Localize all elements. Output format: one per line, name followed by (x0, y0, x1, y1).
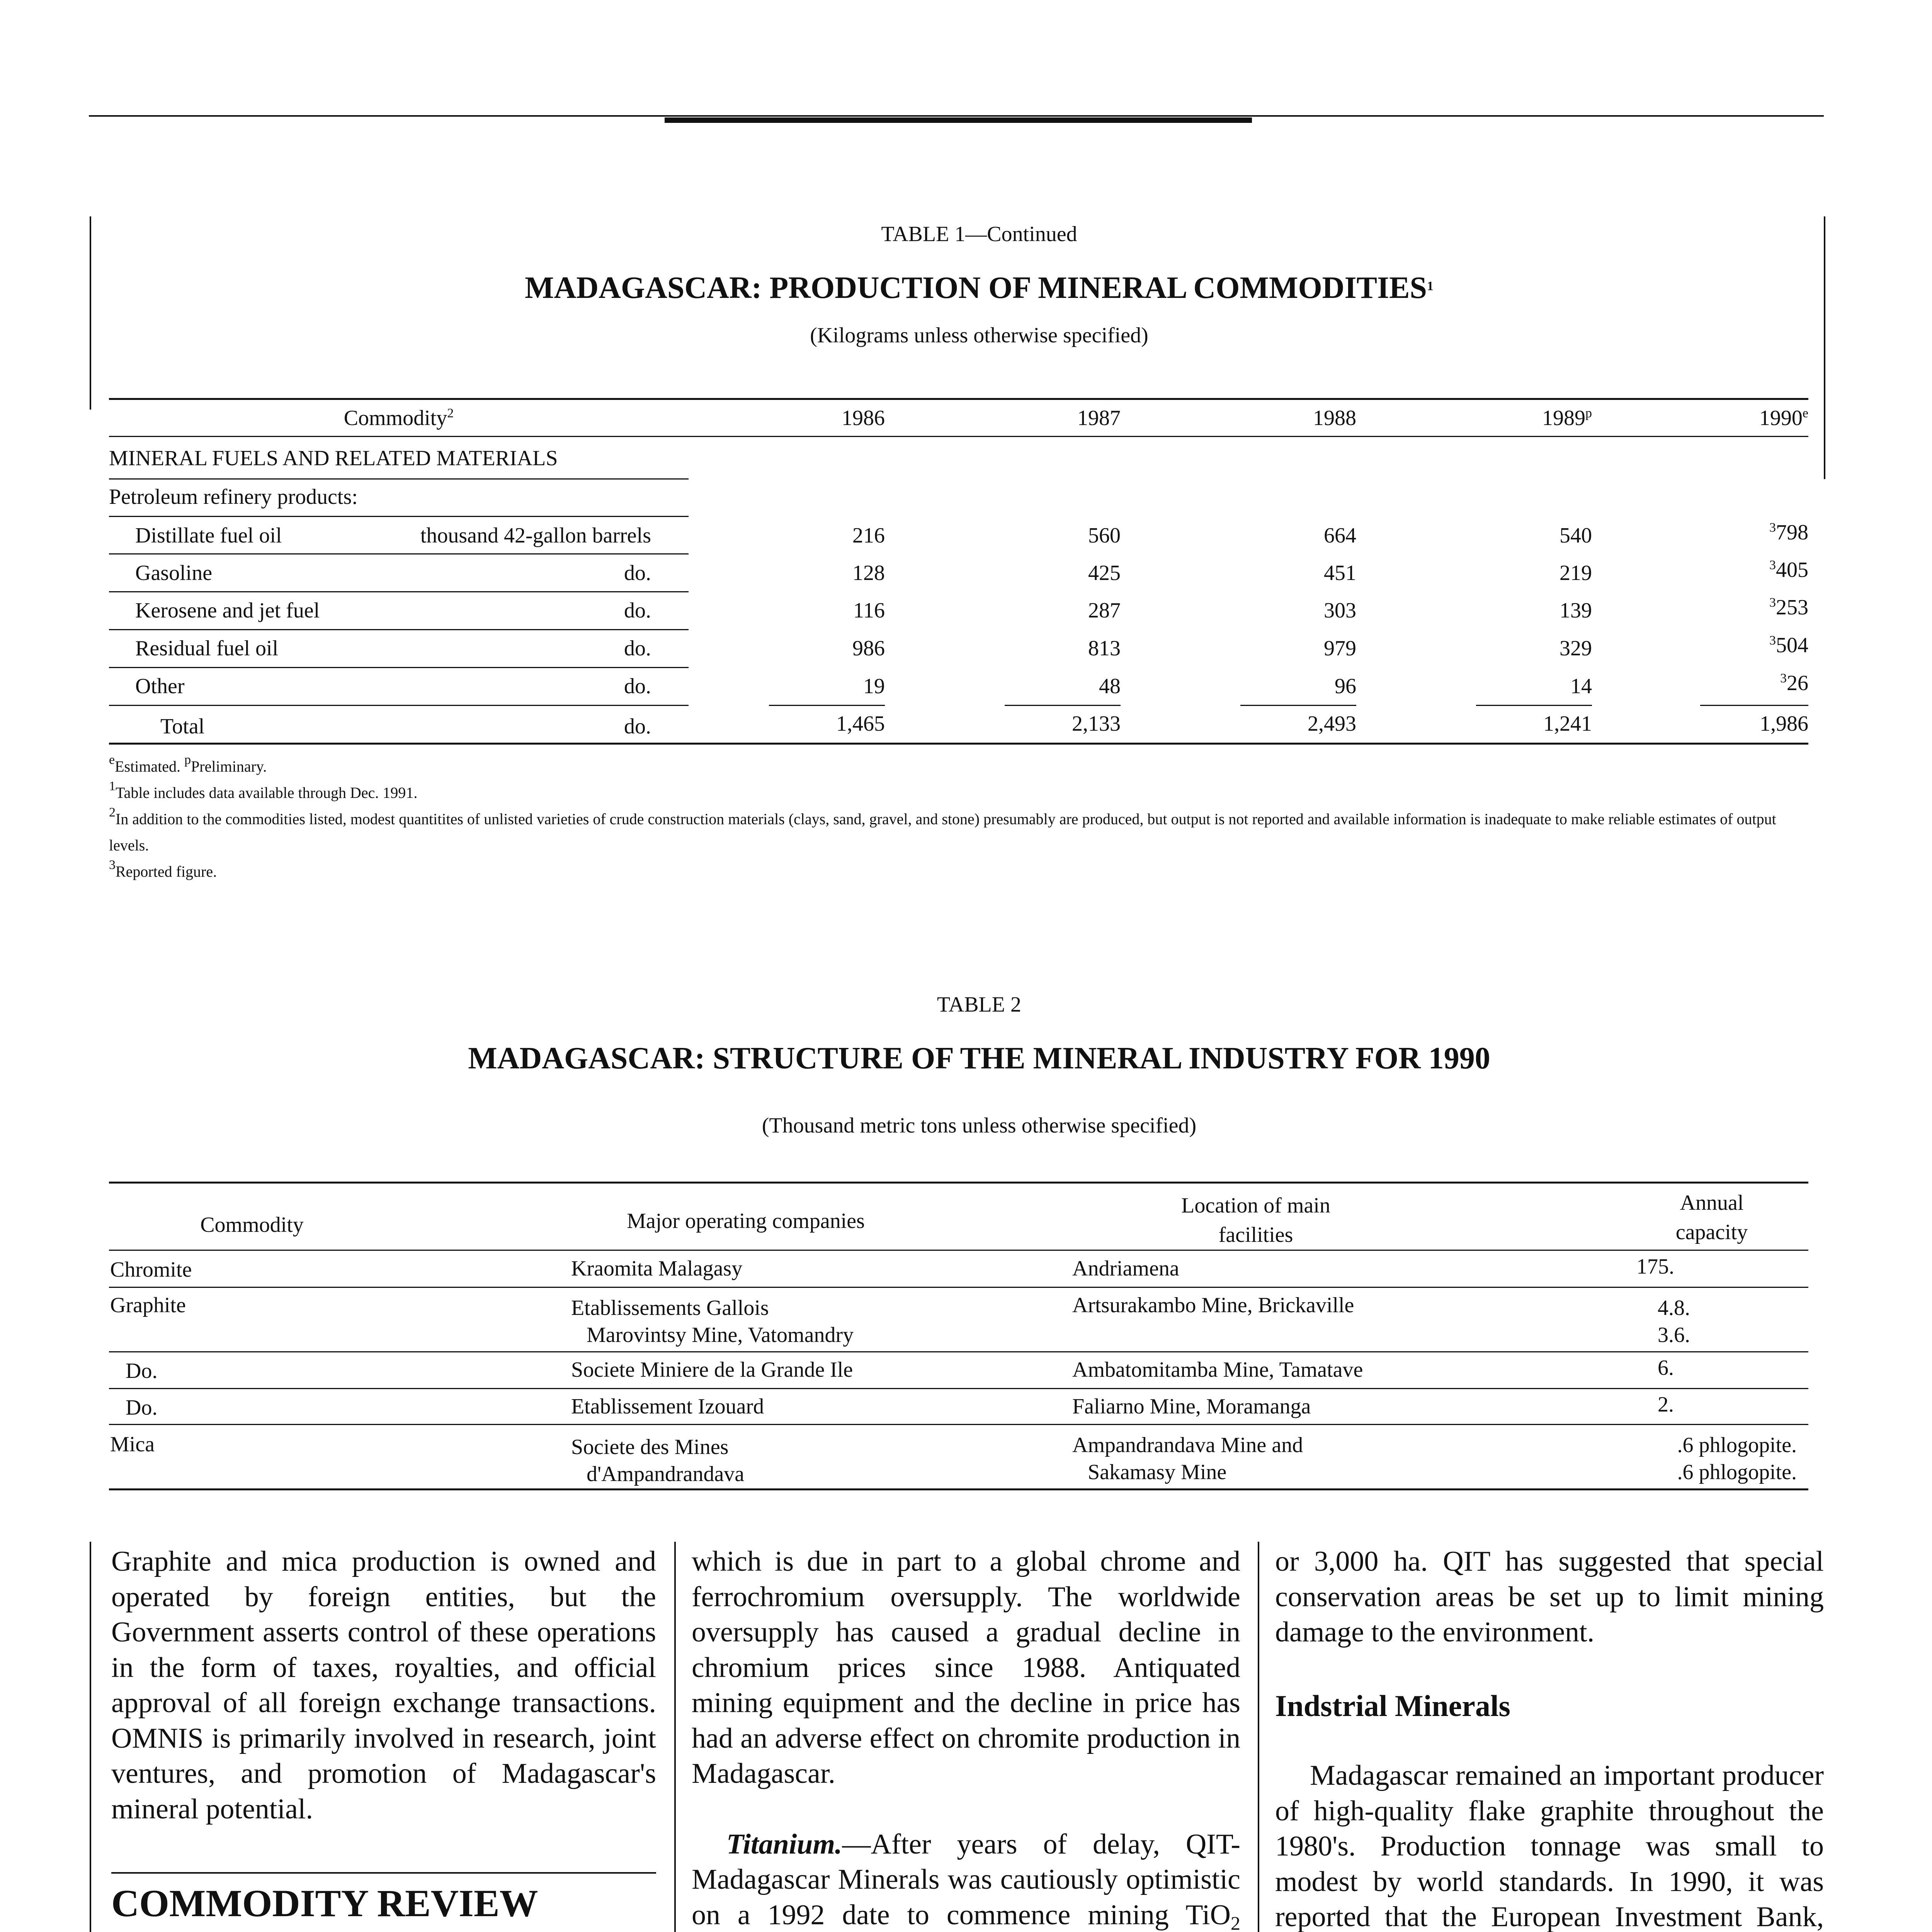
t1-stub-rule (109, 516, 689, 517)
t1-total-unit: do. (624, 714, 651, 738)
t2-company: Societe Miniere de la Grande Ile (571, 1358, 853, 1382)
table1-bottom-rule (109, 743, 1808, 745)
paragraph: Titanium.—After years of delay, QIT-Madagascar Minerals was cautiously optimistic on a 1992 date to commence mining TiO$_2$ (692, 1828, 1240, 1932)
t1-stub-rule (109, 591, 689, 592)
t2-location: Ambatomitamba Mine, Tamatave (1072, 1358, 1363, 1382)
t1-cell: 14 (1570, 674, 1592, 698)
t2-row-rule (109, 1351, 1808, 1352)
column-rule (1258, 1542, 1259, 1932)
t1-header-1990: 1990e (1759, 406, 1808, 430)
t1-row-name: Distillate fuel oil (135, 524, 282, 548)
industrial-minerals-heading: Indstrial Minerals (1275, 1689, 1510, 1723)
t1-cell: 451 (1324, 561, 1356, 585)
left-margin-rule (90, 1542, 91, 1932)
t1-row-name: Kerosene and jet fuel (135, 599, 320, 622)
t2-header-commodity: Commodity (200, 1213, 304, 1237)
t1-cell: 116 (853, 599, 885, 622)
column-rule (674, 1542, 676, 1932)
table1-title: MADAGASCAR: PRODUCTION OF MINERAL COMMODITIES$^1$ (525, 271, 1434, 305)
t2-capacity: 175. (1636, 1255, 1674, 1279)
t2-row-rule (109, 1424, 1808, 1425)
t1-cell: 48 (1099, 674, 1121, 698)
paragraph: which is due in part to a global chrome and ferrochromium oversupply. The worldwide oversupply has caused a gradual decline in chromium prices since 1988. Antiquated mining equipment and the decline in price has had an adverse effect on chromite production in Madagascar. (692, 1546, 1240, 1789)
t1-cell: 128 (852, 561, 885, 585)
t2-company: Etablissement Izouard (571, 1395, 764, 1418)
t1-total-rule (1240, 705, 1356, 706)
section-rule (111, 1872, 656, 1874)
t2-capacity: .6 phlogopite. .6 phlogopite. (1677, 1433, 1797, 1484)
t1-cell: 329 (1560, 636, 1592, 660)
table1-subtitle: (Kilograms unless otherwise specified) (810, 323, 1148, 347)
t2-commodity: Mica (110, 1432, 155, 1456)
t1-header-1986: 1986 (842, 406, 885, 430)
t1-row-name: Residual fuel oil (135, 636, 279, 660)
t1-total-label: Total (160, 714, 205, 738)
t1-cell: $^3$798 (1769, 520, 1808, 544)
t1-row-name: Gasoline (135, 561, 213, 585)
t2-capacity: 4.8. 3.6. (1658, 1296, 1690, 1347)
t2-header-capacity: Annual capacity (1675, 1191, 1748, 1244)
t1-total-rule (769, 705, 885, 706)
t1-cell: 979 (1324, 636, 1356, 660)
t2-commodity: Graphite (110, 1293, 186, 1317)
t1-row-unit: do. (624, 561, 651, 585)
table2-top-rule (109, 1182, 1808, 1184)
table1-caption: TABLE 1—Continued (881, 222, 1077, 246)
t2-company: Societe des Mines d'Ampandrandava (571, 1435, 745, 1486)
t2-commodity: Chromite (110, 1258, 192, 1282)
t1-stub-rule (109, 478, 689, 480)
t1-header-1988: 1988 (1313, 406, 1356, 430)
t1-cell: 303 (1324, 599, 1356, 622)
t1-total-rule (1005, 705, 1121, 706)
t1-cell: $^3$504 (1769, 633, 1808, 657)
t1-header-1989: 1989$^p$ (1542, 406, 1592, 430)
text-column-2 (692, 1544, 1240, 1932)
t1-total-cell: 1,986 (1760, 712, 1808, 736)
table2-title: MADAGASCAR: STRUCTURE OF THE MINERAL INDUSTRY FOR 1990 (468, 1041, 1490, 1075)
t2-location: Andriamena (1072, 1257, 1179, 1281)
top-rule-thick (665, 117, 1252, 123)
t1-total-cell: 1,465 (836, 712, 885, 736)
t2-commodity: Do. (126, 1359, 158, 1383)
table1-top-rule (109, 398, 1808, 400)
t1-total-rule (1700, 705, 1808, 706)
t1-cell: 216 (852, 524, 885, 548)
t2-location: Faliarno Mine, Moramanga (1072, 1395, 1311, 1418)
t1-cell: 96 (1335, 674, 1356, 698)
t1-cell: 986 (852, 636, 885, 660)
t2-header-location: Location of main facilities (1181, 1194, 1330, 1247)
t1-cell: 139 (1560, 599, 1592, 622)
t1-cell: $^3$26 (1780, 671, 1808, 695)
t1-footnote: $^e$Estimated. $^p$Preliminary. (109, 753, 267, 775)
t2-location: Artsurakambo Mine, Brickaville (1072, 1293, 1354, 1317)
table1-header-rule (109, 436, 1808, 437)
t2-commodity: Do. (126, 1396, 158, 1420)
t2-company: Etablissements Gallois Marovintsy Mine, Vatomandry (571, 1296, 854, 1347)
t2-company: Kraomita Malagasy (571, 1257, 743, 1281)
t1-cell: 560 (1088, 524, 1121, 548)
t1-header-1987: 1987 (1077, 406, 1121, 430)
left-margin-rule (90, 216, 91, 410)
t1-stub-rule (109, 553, 689, 554)
text-column-3-industrial (1275, 1758, 1824, 1932)
text-column-1 (111, 1544, 656, 1827)
commodity-review-heading: COMMODITY REVIEW (111, 1882, 538, 1925)
t1-footnotes (109, 753, 1817, 885)
t1-cell: 19 (863, 674, 885, 698)
t1-section-label: MINERAL FUELS AND RELATED MATERIALS (109, 446, 558, 470)
text-column-3 (1275, 1544, 1824, 1650)
paragraph: Madagascar remained an important producer of high-quality flake graphite throughout the 1980's. Production tonnage was small to modest by world standards. In 1990, it was reported that the European Investment Bank, (1275, 1760, 1824, 1932)
t2-capacity: 6. (1658, 1356, 1674, 1380)
top-rule (89, 115, 1824, 117)
t1-row-unit: do. (624, 599, 651, 622)
table2-caption: TABLE 2 (937, 993, 1021, 1017)
t2-capacity: 2. (1658, 1393, 1674, 1417)
t1-total-rule (1476, 705, 1592, 706)
t1-stub-rule (109, 667, 689, 668)
t2-row-rule (109, 1287, 1808, 1288)
paragraph: Graphite and mica production is owned and operated by foreign entities, but the Government asserts control of these operations in the form of taxes, royalties, and official approval of all foreign exchange transactions. OMNIS is primarily involved in research, joint ventures, and promotion of Madagascar's mineral potential. (111, 1546, 656, 1825)
t1-group-label: Petroleum refinery products: (109, 485, 358, 509)
t1-stub-rule (109, 705, 689, 706)
t1-cell: 540 (1560, 524, 1592, 548)
t1-cell: 219 (1560, 561, 1592, 585)
t1-total-cell: 2,133 (1072, 712, 1121, 736)
t1-row-name: Other (135, 674, 185, 698)
table2-bottom-rule (109, 1488, 1808, 1490)
table2-subtitle: (Thousand metric tons unless otherwise specified) (762, 1114, 1197, 1138)
t1-footnote: $^3$Reported figure. (109, 858, 217, 880)
t1-header-commodity: Commodity$^2$ (344, 406, 454, 430)
t1-row-unit: do. (624, 636, 651, 660)
t1-row-unit: do. (624, 674, 651, 698)
t1-total-cell: 2,493 (1308, 712, 1356, 736)
t2-location: Ampandrandava Mine and Sakamasy Mine (1072, 1433, 1303, 1484)
t1-cell: 425 (1088, 561, 1121, 585)
t1-stub-rule (109, 629, 689, 630)
t1-cell: 813 (1088, 636, 1121, 660)
paragraph: or 3,000 ha. QIT has suggested that special conservation areas be set up to limit mining damage to the environment. (1275, 1546, 1824, 1648)
t1-footnote: $^2$In addition to the commodities listed, modest quantitites of unlisted varieties of crude construction materials (clays, sand, gravel, and stone) presumably are produced, but output is not reported and available information is inadequate to make reliable estimates of output levels. (109, 805, 1776, 854)
t1-cell: $^3$405 (1769, 558, 1808, 582)
t1-footnote: $^1$Table includes data available through Dec. 1991. (109, 779, 418, 801)
t2-header-companies: Major operating companies (627, 1209, 865, 1233)
t1-row-unit: thousand 42-gallon barrels (420, 524, 651, 548)
t1-cell: 287 (1088, 599, 1121, 622)
t2-row-rule (109, 1388, 1808, 1389)
table2-header-rule (109, 1250, 1808, 1251)
t1-total-cell: 1,241 (1543, 712, 1592, 736)
t1-cell: $^3$253 (1769, 595, 1808, 619)
t1-cell: 664 (1324, 524, 1356, 548)
right-margin-rule (1824, 216, 1825, 479)
